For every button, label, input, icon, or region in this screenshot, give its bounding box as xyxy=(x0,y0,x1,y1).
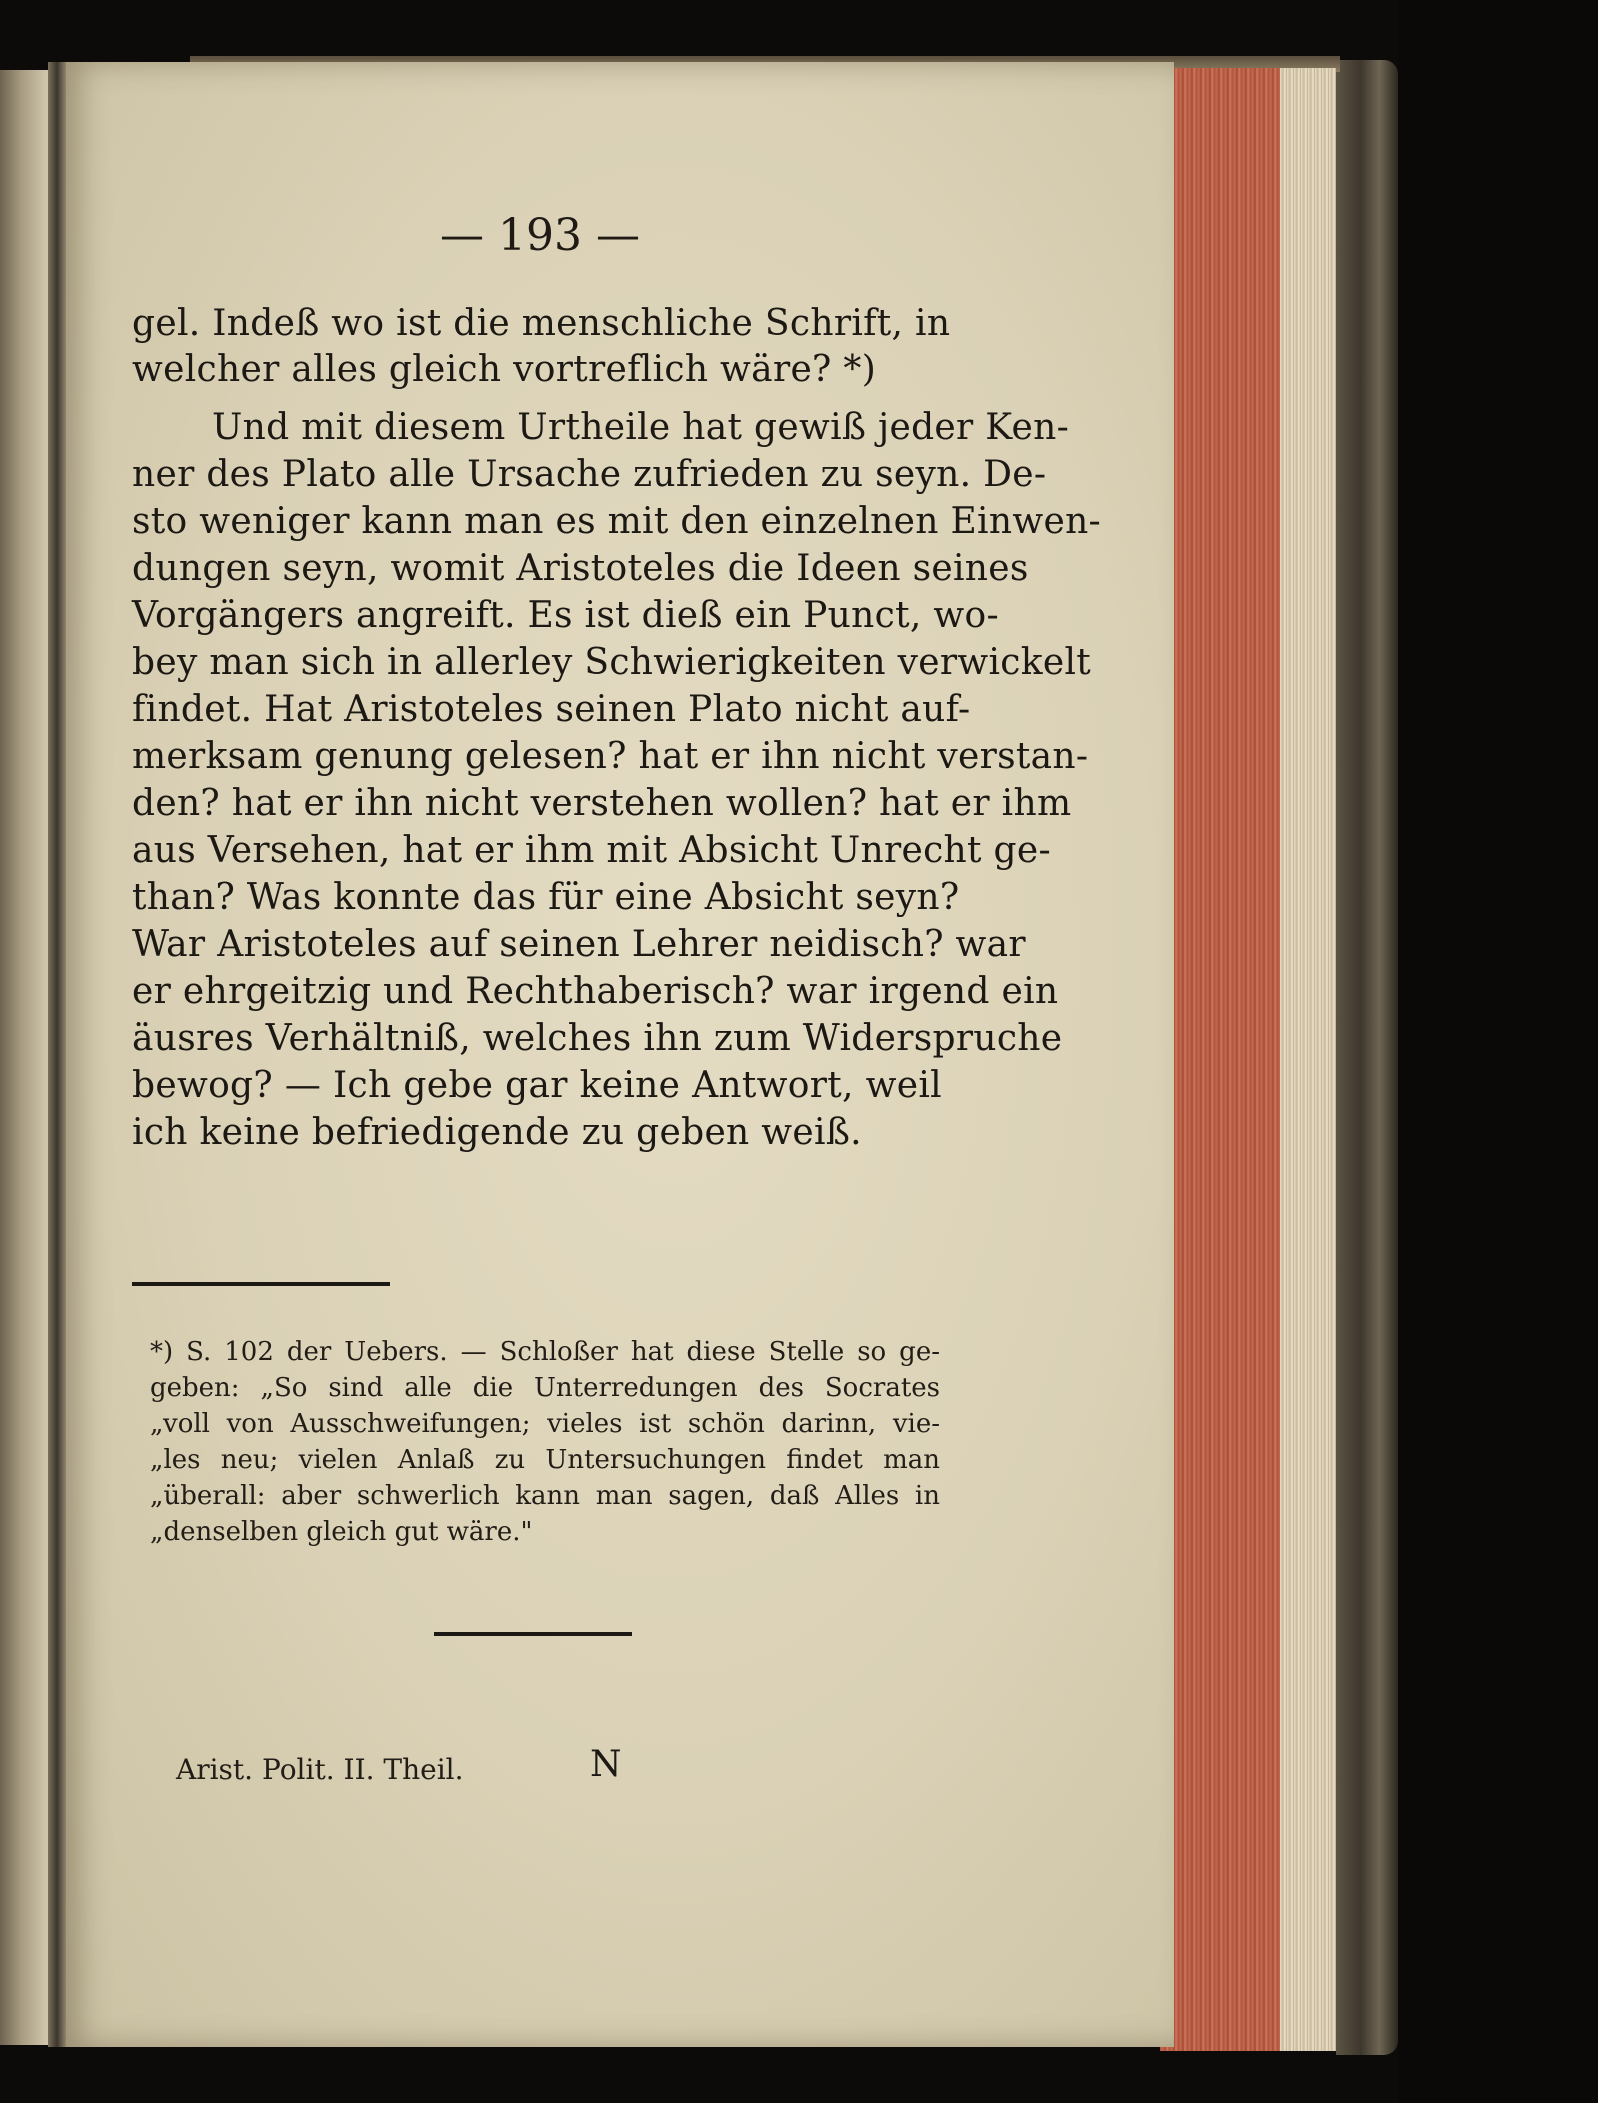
footnote-line: „überall: aber schwerlich kann man sagen, daß Alles in xyxy=(150,1481,940,1511)
body-line: ner des Plato alle Ursache zufrieden zu seyn. De- xyxy=(132,454,1047,495)
body-line: merksam genung gelesen? hat er ihn nicht verstan- xyxy=(132,736,1089,777)
body-line: Vorgängers angreift. Es ist dieß ein Punct, wo- xyxy=(132,595,999,636)
signature-mark: N xyxy=(590,1744,622,1785)
book-gutter xyxy=(48,62,66,2047)
footnote-line: „les neu; vielen Anlaß zu Untersuchungen findet man xyxy=(150,1445,940,1475)
section-rule xyxy=(434,1632,632,1636)
book-cover-edge xyxy=(1336,60,1398,2055)
body-line: sto weniger kann man es mit den einzelnen Einwen- xyxy=(132,501,1102,542)
body-line: aus Versehen, hat er ihm mit Absicht Unrecht ge- xyxy=(132,830,1051,871)
body-line: äusres Verhältniß, welches ihn zum Widerspruche xyxy=(132,1018,1063,1059)
body-line: War Aristoteles auf seinen Lehrer neidisch? war xyxy=(132,924,1026,965)
background-shadow xyxy=(1398,0,1598,2103)
body-line: Und mit diesem Urtheile hat gewiß jeder Ken- xyxy=(212,407,1070,448)
body-line: er ehrgeitzig und Rechthaberisch? war irgend ein xyxy=(132,971,1059,1012)
footnote-separator xyxy=(132,1282,390,1286)
page-block-edge xyxy=(1160,68,1336,2051)
body-line: dungen seyn, womit Aristoteles die Ideen seines xyxy=(132,548,1029,589)
footnote-line: „voll von Ausschweifungen; vieles ist schön darinn, vie- xyxy=(150,1409,940,1439)
footnote-line: „denselben gleich gut wäre." xyxy=(150,1517,533,1547)
body-line: ich keine befriedigende zu geben weiß. xyxy=(132,1112,862,1153)
body-line: bewog? — Ich gebe gar keine Antwort, weil xyxy=(132,1065,942,1106)
footnote-line: *) S. 102 der Uebers. — Schloßer hat diese Stelle so ge- xyxy=(150,1337,940,1367)
body-line: gel. Indeß wo ist die menschliche Schrift, in xyxy=(132,303,951,344)
body-line: welcher alles gleich vortreflich wäre? *) xyxy=(132,349,877,390)
running-footer-title: Arist. Polit. II. Theil. xyxy=(176,1753,464,1786)
body-line: than? Was konnte das für eine Absicht seyn? xyxy=(132,877,960,918)
page-number: — 193 — xyxy=(440,210,640,261)
body-line: findet. Hat Aristoteles seinen Plato nicht auf- xyxy=(132,689,971,730)
body-line: bey man sich in allerley Schwierigkeiten verwickelt xyxy=(132,642,1092,683)
body-line: den? hat er ihn nicht verstehen wollen? hat er ihm xyxy=(132,783,1072,824)
footnote-line: geben: „So sind alle die Unterredungen des Socrates xyxy=(150,1373,940,1403)
